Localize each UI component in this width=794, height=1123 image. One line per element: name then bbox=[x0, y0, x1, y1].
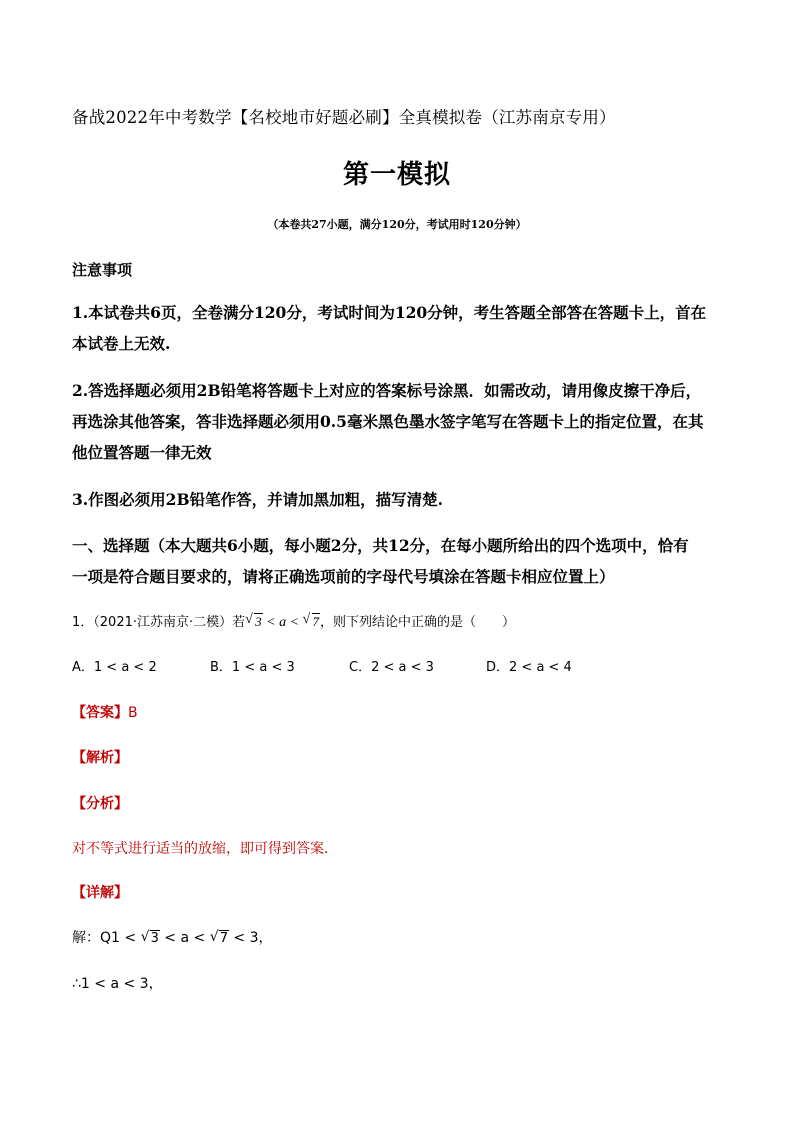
notice-item-2-line: 再选涂其他答案，答非选择题必须用0.5毫米黑色墨水签字笔写在答题卡上的指定位置，在其 bbox=[72, 412, 704, 431]
radical-icon: √ bbox=[245, 612, 253, 627]
question-1-stem: 1．（2021·江苏南京·二模）若 √ 3 < a < √ 7，则下列结论中正确的是（ ） bbox=[72, 612, 516, 630]
radical-icon: √ bbox=[209, 929, 219, 945]
variable-a: a bbox=[279, 615, 287, 630]
section-1-line: 一项是符合题目要求的，请将正确选项前的字母代号填涂在答题卡相应位置上） bbox=[72, 567, 615, 586]
option-c: C．2 < a < 3 bbox=[349, 660, 434, 675]
solution-line-2: ∴1 < a < 3， bbox=[72, 976, 163, 992]
sqrt-7: √ 7 bbox=[209, 929, 228, 946]
question-1-suffix: ，则下列结论中正确的是（ ） bbox=[320, 615, 516, 630]
fenxi-text: 对不等式进行适当的放缩，即可得到答案． bbox=[72, 841, 338, 857]
exam-subtitle: （本卷共27小题，满分120分，考试用时120分钟） bbox=[267, 218, 527, 231]
analysis-label: 【解析】 bbox=[72, 750, 128, 766]
notice-item-1-line: 本试卷上无效. bbox=[72, 334, 171, 353]
answer-value: B bbox=[128, 705, 138, 721]
detail-label: 【详解】 bbox=[72, 885, 128, 901]
fenxi-label: 【分析】 bbox=[72, 796, 128, 812]
notice-item-2-line: 2.答选择题必须用2B铅笔将答题卡上对应的答案标号涂黑．如需改动，请用像皮擦干净后， bbox=[72, 381, 702, 400]
question-1-prefix: 1．（2021·江苏南京·二模）若 bbox=[72, 615, 246, 630]
solution-line-1: 解：Q1 < √ 3 < a < √ 7 < 3， bbox=[72, 929, 273, 946]
sqrt-7: √ 7 bbox=[302, 612, 320, 629]
option-a: A．1 < a < 2 bbox=[72, 660, 157, 675]
option-d: D．2 < a < 4 bbox=[486, 660, 572, 675]
notice-item-1 bbox=[72, 297, 722, 359]
notice-item-1-line: 1.本试卷共6页，全卷满分120分，考试时间为120分钟，考生答题全部答在答题卡上，首在 bbox=[72, 303, 707, 322]
radical-icon: √ bbox=[140, 929, 150, 945]
radical-icon: √ bbox=[302, 612, 311, 627]
option-b: B．1 < a < 3 bbox=[210, 660, 295, 675]
notice-item-3 bbox=[72, 484, 722, 515]
sqrt-3: √ 3 bbox=[140, 929, 159, 946]
section-1-line: 一、选择题（本大题共6小题，每小题2分，共12分，在每小题所给出的四个选项中，恰有 bbox=[72, 536, 689, 555]
notice-item-2 bbox=[72, 375, 722, 468]
notice-heading: 注意事项 bbox=[72, 261, 133, 279]
section-1-heading bbox=[72, 530, 722, 592]
answer-tag bbox=[72, 702, 138, 722]
sqrt-3: √ 3 bbox=[245, 612, 262, 629]
answer-label: 【答案】 bbox=[72, 705, 128, 721]
notice-item-2-line: 他位置答题一律无效 bbox=[72, 443, 212, 462]
exam-header: 备战2022年中考数学【名校地市好题必刷】全真模拟卷（江苏南京专用） bbox=[72, 108, 616, 127]
page-title: 第一模拟 bbox=[342, 160, 451, 190]
notice-item-3-line: 3.作图必须用2B铅笔作答，并请加黑加粗，描写清楚. bbox=[72, 490, 443, 509]
